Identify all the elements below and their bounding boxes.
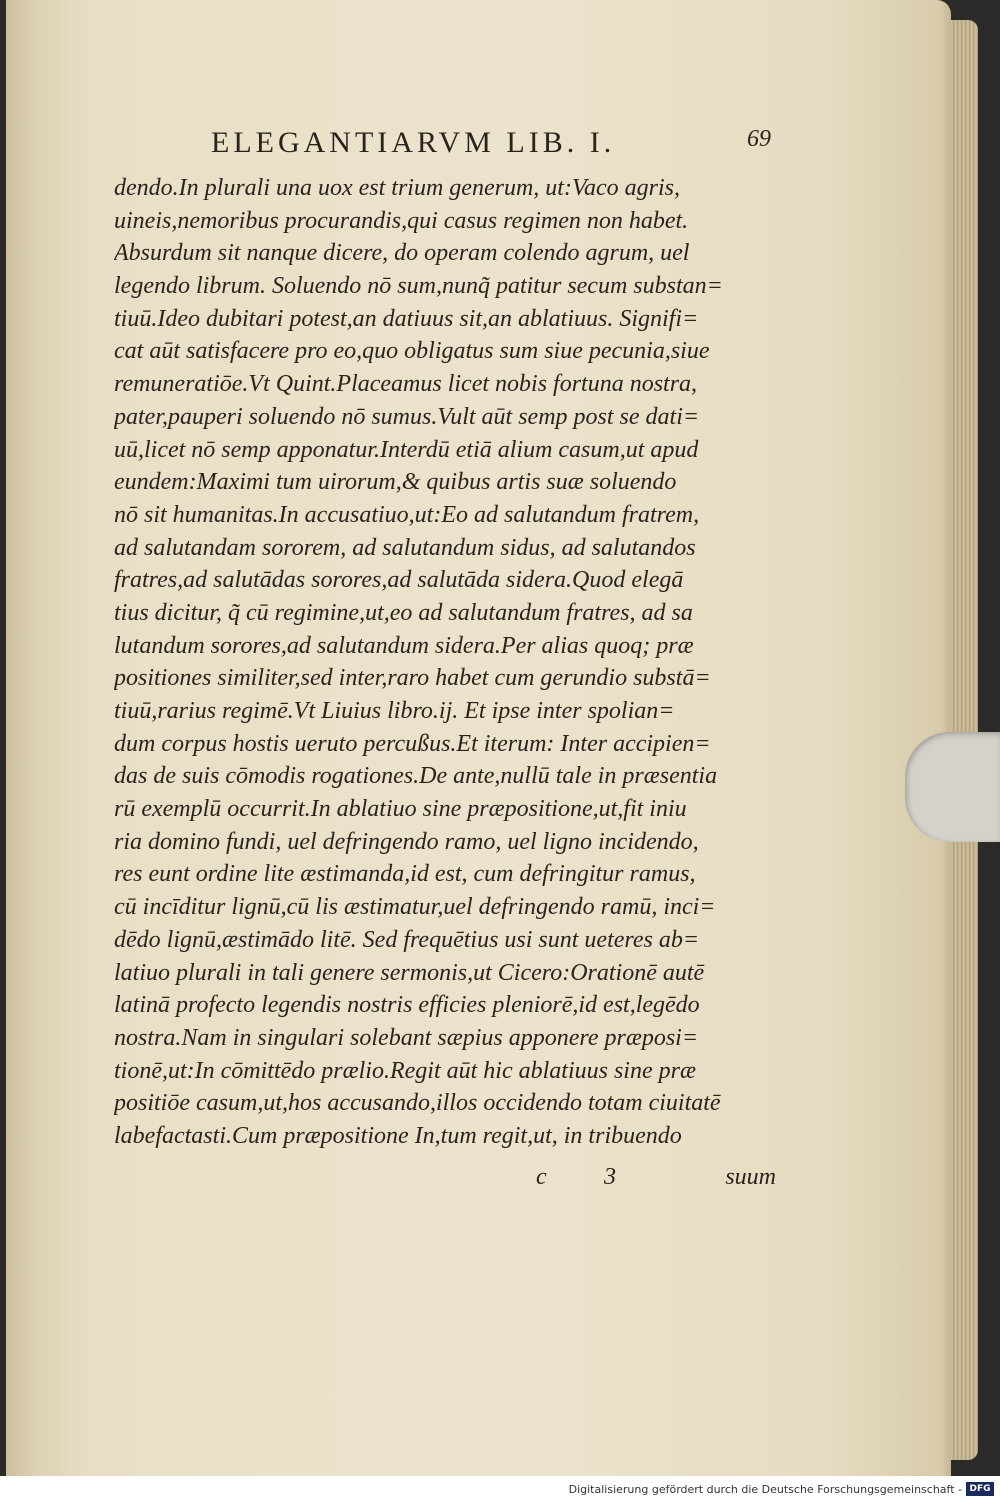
text-line: legendo librum. Soluendo nō sum,nunq̃ patitur secum substan=	[114, 273, 723, 300]
text-line: remuneratiōe.Vt Quint.Placeamus licet nobis fortuna nostra,	[114, 371, 698, 398]
text-line: nō sit humanitas.In accusatiuo,ut:Eo ad salutandum fratrem,	[114, 501, 700, 528]
page-leaf	[6, 0, 951, 1476]
footer-bar	[0, 1476, 1000, 1504]
text-line: tiuū.Ideo dubitari potest,an datiuus sit,an ablatiuus. Signifi=	[114, 305, 699, 332]
signature-number: 3	[604, 1164, 616, 1190]
text-line: Absurdum sit nanque dicere, do operam colendo agrum, uel	[114, 240, 690, 267]
catchword: suum	[725, 1164, 776, 1190]
text-line: res eunt ordine lite æstimanda,id est, cum defringitur ramus,	[114, 861, 696, 888]
signature-line	[526, 1164, 776, 1196]
text-line: cū incīditur lignū,cū lis æstimatur,uel defringendo ramū, inci=	[114, 894, 716, 921]
text-line: tius dicitur, q̃ cū regimine,ut,eo ad salutandum fratres, ad sa	[114, 599, 693, 626]
text-line: pater,pauperi soluendo nō sumus.Vult aūt semp post se dati=	[114, 403, 700, 430]
text-line: positiones similiter,sed inter,raro habet cum gerundio substā=	[114, 665, 711, 692]
text-line: positiōe casum,ut,hos accusando,illos occidendo totam ciuitatē	[114, 1090, 721, 1117]
text-line: cat aūt satisfacere pro eo,quo obligatus sum siue pecunia,siue	[114, 338, 710, 365]
text-line: uū,licet nō semp apponatur.Interdū etiā alium casum,ut apud	[114, 436, 699, 463]
text-line: fratres,ad salutādas sorores,ad salutāda sidera.Quod elegā	[114, 567, 684, 594]
text-line: ad salutandam sororem, ad salutandum sidus, ad salutandos	[114, 534, 696, 561]
text-line: uineis,nemoribus procurandis,qui casus regimen non habet.	[114, 207, 689, 234]
text-line: nostra.Nam in singulari solebant sæpius apponere præposi=	[114, 1024, 699, 1051]
page-header	[211, 126, 771, 166]
page-number: 69	[747, 126, 771, 152]
page-clip	[905, 732, 1000, 842]
running-head: ELEGANTIARVM LIB. I.	[211, 126, 616, 159]
text-line: tiuū,rarius regimē.Vt Liuius libro.ij. Et ipse inter spolian=	[114, 698, 675, 724]
funding-credit: Digitalisierung gefördert durch die Deutsche Forschungsgemeinschaft -	[568, 1483, 962, 1496]
text-line: latinā profecto legendis nostris efficies pleniorē,id est,legēdo	[114, 992, 700, 1019]
text-block	[114, 172, 776, 1153]
text-line: labefactasti.Cum præpositione In,tum regit,ut, in tribuendo	[114, 1122, 682, 1149]
text-line: dum corpus hostis ueruto percußus.Et iterum: Inter accipien=	[114, 730, 711, 757]
dfg-logo: DFG	[966, 1482, 994, 1496]
text-line: ria domino fundi, uel defringendo ramo, uel ligno incidendo,	[114, 828, 699, 855]
text-line: lutandum sorores,ad salutandum sidera.Per alias quoq; præ	[114, 632, 694, 659]
text-line: tionē,ut:In cōmittēdo prælio.Regit aūt hic ablatiuus sine præ	[114, 1057, 696, 1084]
text-line: eundem:Maximi tum uirorum,& quibus artis suæ soluendo	[114, 469, 677, 496]
signature-mark: c	[536, 1164, 547, 1190]
text-line: dēdo lignū,æstimādo litē. Sed frequētius usi sunt ueteres ab=	[114, 926, 700, 953]
text-line: latiuo plurali in tali genere sermonis,ut Cicero:Orationē autē	[114, 959, 705, 986]
text-line: das de suis cōmodis rogationes.De ante,nullū tale in præsentia	[114, 763, 718, 790]
text-line: rū exemplū occurrit.In ablatiuo sine præpositione,ut,fit iniu	[114, 796, 687, 823]
text-line: dendo.In plurali una uox est trium generum, ut:Vaco agris,	[114, 175, 680, 201]
